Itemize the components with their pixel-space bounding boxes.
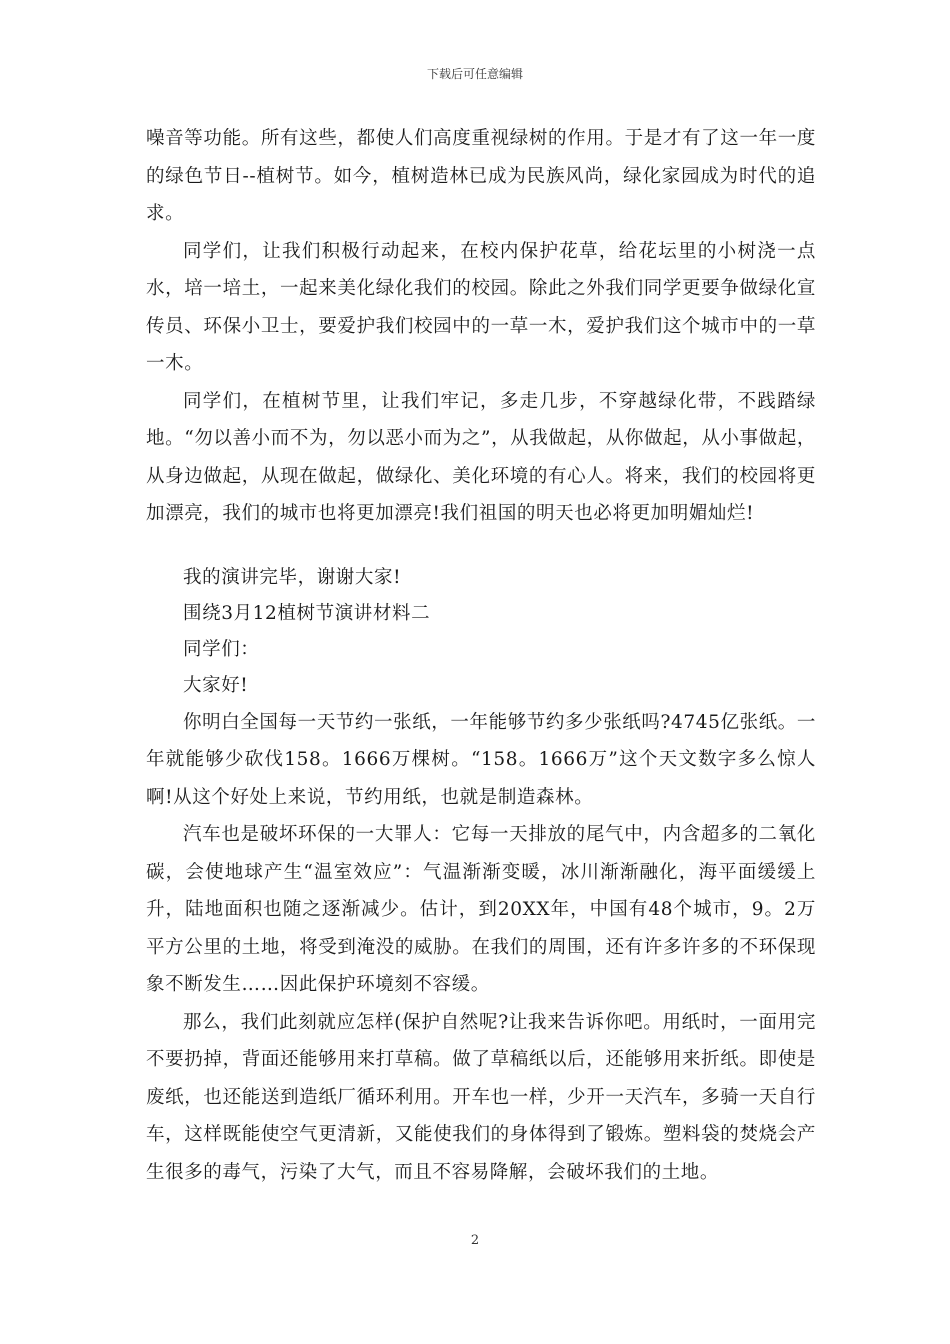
document-body (146, 120, 816, 1191)
speech-closing: 我的演讲完毕，谢谢大家! (183, 566, 402, 588)
paragraph-remember: 同学们，在植树节里，让我们牢记，多走几步，不穿越绿化带，不践踏绿地。“勿以善小而不为，勿以恶小而为之”，从我做起，从你做起，从小事做起，从身边做起，从现在做起，做绿化、美化环境的有心人。将来，我们的校园将更加漂亮，我们的城市也将更加漂亮!我们祖国的明天也必将更加明媚灿烂! (146, 390, 816, 524)
page-header: 下载后可任意编辑 (426, 67, 523, 81)
page-number: 2 (470, 1233, 480, 1248)
paragraph-action-call: 同学们，让我们积极行动起来，在校内保护花草，给花坛里的小树浇一点水，培一培土，一起来美化绿化我们的校园。除此之外我们同学更要争做绿化宣传员、环保小卫士，要爱护我们校园中的一草一木，爱护我们这个城市中的一草一木。 (146, 240, 816, 374)
section-title: 围绕3月12植树节演讲材料二 (183, 602, 431, 624)
paragraph-paper-saving: 你明白全国每一天节约一张纸，一年能够节约多少张纸吗?4745亿张纸。一年就能够少砍伐158。1666万棵树。“158。1666万”这个天文数字多么惊人啊!从这个好处上来说，节约用纸，也就是制造森林。 (146, 711, 817, 808)
paragraph-how-to-protect: 那么，我们此刻就应怎样(保护自然呢?让我来告诉你吧。用纸时，一面用完不要扔掉，背面还能够用来打草稿。做了草稿纸以后，还能够用来折纸。即使是废纸，也还能送到造纸厂循环利用。开车也一样，少开一天汽车，多骑一天自行车，这样既能使空气更清新，又能使我们的身体得到了锻炼。塑料袋的焚烧会产生很多的毒气，污染了大气，而且不容易降解，会破坏我们的土地。 (146, 1011, 816, 1183)
paragraph-continuation: 噪音等功能。所有这些，都使人们高度重视绿树的作用。于是才有了这一年一度的绿色节日--植树节。如今，植树造林已成为民族风尚，绿化家园成为时代的追求。 (146, 128, 816, 224)
paragraph-car-pollution: 汽车也是破坏环保的一大罪人：它每一天排放的尾气中，内含超多的二氧化碳，会使地球产生“温室效应”：气温渐渐变暖，冰川渐渐融化，海平面缓缓上升，陆地面积也随之逐渐减少。估计，到20XX年，中国有48个城市，9。2万平方公里的土地，将受到淹没的威胁。在我们的周围，还有许多许多的不环保现象不断发生……因此保护环境刻不容缓。 (146, 824, 816, 995)
salutation: 同学们： (183, 638, 260, 660)
greeting: 大家好! (183, 674, 249, 696)
